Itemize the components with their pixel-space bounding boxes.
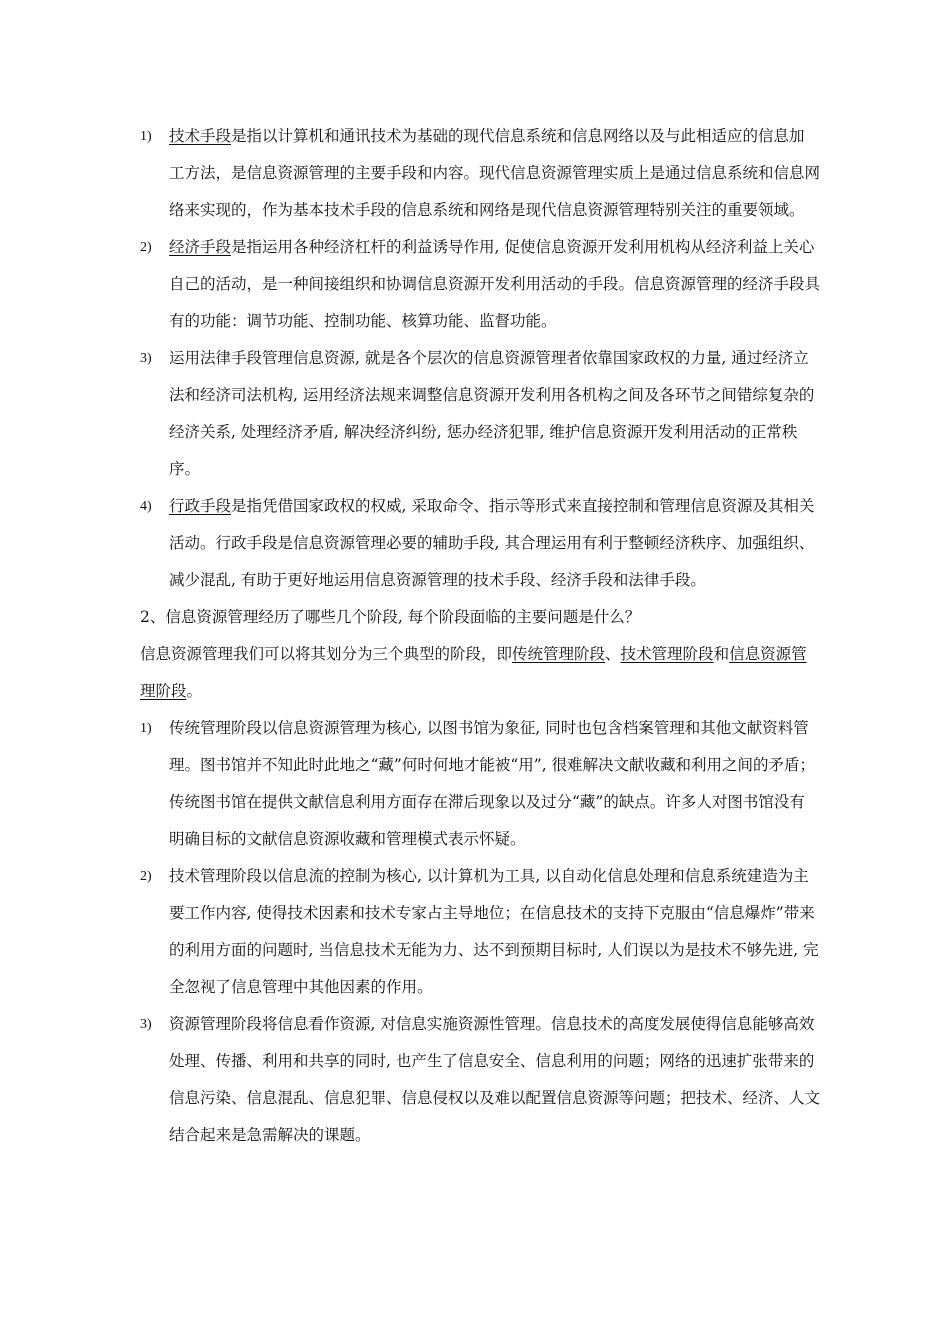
separator: 、: [605, 645, 621, 663]
term-economic-means: 经济手段: [169, 238, 232, 256]
term-resource-stage: 信息资源管理阶段: [140, 645, 807, 700]
list-text: 是指运用各种经济杠杆的利益诱导作用, 促使信息资源开发利用机构从经济利益上关心自己的活动，是一种间接组织和协调信息资源开发利用活动的手段。信息资源管理的经济手段具有的功能：调节功能、控制功能、核算功能、监督功能。: [169, 238, 821, 330]
separator: 和: [713, 645, 730, 663]
list-number: 4): [140, 499, 152, 514]
list-number: 1): [140, 721, 152, 736]
list-number: 2): [140, 240, 152, 255]
list-number: 1): [140, 129, 152, 144]
list-text: 是指凭借国家政权的权威, 采取命令、指示等形式来直接控制和管理信息资源及其相关活动。行政手段是信息资源管理必要的辅助手段, 其合理运用有利于整顿经济秩序、加强组织、减少混乱, 有助于更好地运用信息资源管理的技术手段、经济手段和法律手段。: [169, 497, 815, 589]
list-number: 3): [140, 1017, 152, 1032]
term-administrative-means: 行政手段: [169, 497, 232, 515]
sentence-end: 。: [186, 682, 203, 700]
intro-paragraph: [140, 636, 820, 710]
list-item: [140, 858, 820, 1006]
list-item: [140, 229, 820, 340]
document-body: [140, 118, 820, 1154]
term-technical-stage: 技术管理阶段: [620, 645, 714, 663]
list-item: [140, 118, 820, 229]
list-text: 传统管理阶段以信息资源管理为核心, 以图书馆为象征, 同时也包含档案管理和其他文献资料管理。图书馆并不知此时此地之“藏”何时何地才能被“用”, 很难解决文献收藏和利用之间的矛盾；传统图书馆在提供文献信息利用方面存在滞后现象以及过分“藏”的缺点。许多人对图书馆没有明确目标的文献信息资源收藏和管理模式表示怀疑。: [169, 719, 816, 848]
list-number: 3): [140, 351, 152, 366]
list-item: [140, 488, 820, 599]
list-text: 资源管理阶段将信息看作资源, 对信息实施资源性管理。信息技术的高度发展使得信息能够高效处理、传播、利用和共享的同时, 也产生了信息安全、信息利用的问题；网络的迅速扩张带来的信息污染、信息混乱、信息犯罪、信息侵权以及难以配置信息资源等问题；把技术、经济、人文结合起来是急需解决的课题。: [169, 1015, 821, 1144]
list-number: 2): [140, 869, 152, 884]
list-text: 是指以计算机和通讯技术为基础的现代信息系统和信息网络以及与此相适应的信息加工方法，是信息资源管理的主要手段和内容。现代信息资源管理实质上是通过信息系统和信息网络来实现的，作为基本技术手段的信息系统和网络是现代信息资源管理特别关注的重要领域。: [169, 127, 821, 219]
term-traditional-stage: 传统管理阶段: [512, 645, 606, 663]
list-item: [140, 1006, 820, 1154]
list-item: [140, 710, 820, 858]
list-text: 运用法律手段管理信息资源, 就是各个层次的信息资源管理者依靠国家政权的力量, 通过经济立法和经济司法机构, 运用经济法规来调整信息资源开发利用各机构之间及各环节之间错综复杂的经济关系, 处理经济矛盾, 解决经济纠纷, 惩办经济犯罪, 维护信息资源开发利用活动的正常秩序。: [169, 349, 815, 478]
term-technical-means: 技术手段: [169, 127, 232, 145]
list-item: [140, 340, 820, 488]
intro-text: 信息资源管理我们可以将其划分为三个典型的阶段，即: [140, 645, 513, 663]
question-heading: 2、信息资源管理经历了哪些几个阶段, 每个阶段面临的主要问题是什么？: [140, 608, 641, 626]
list-text: 技术管理阶段以信息流的控制为核心, 以计算机为工具, 以自动化信息处理和信息系统建造为主要工作内容, 使得技术因素和技术专家占主导地位；在信息技术的支持下克服由“信息爆炸”带来的利用方面的问题时, 当信息技术无能为力、达不到预期目标时, 人们误以为是技术不够先进, 完全忽视了信息管理中其他因素的作用。: [169, 867, 819, 996]
